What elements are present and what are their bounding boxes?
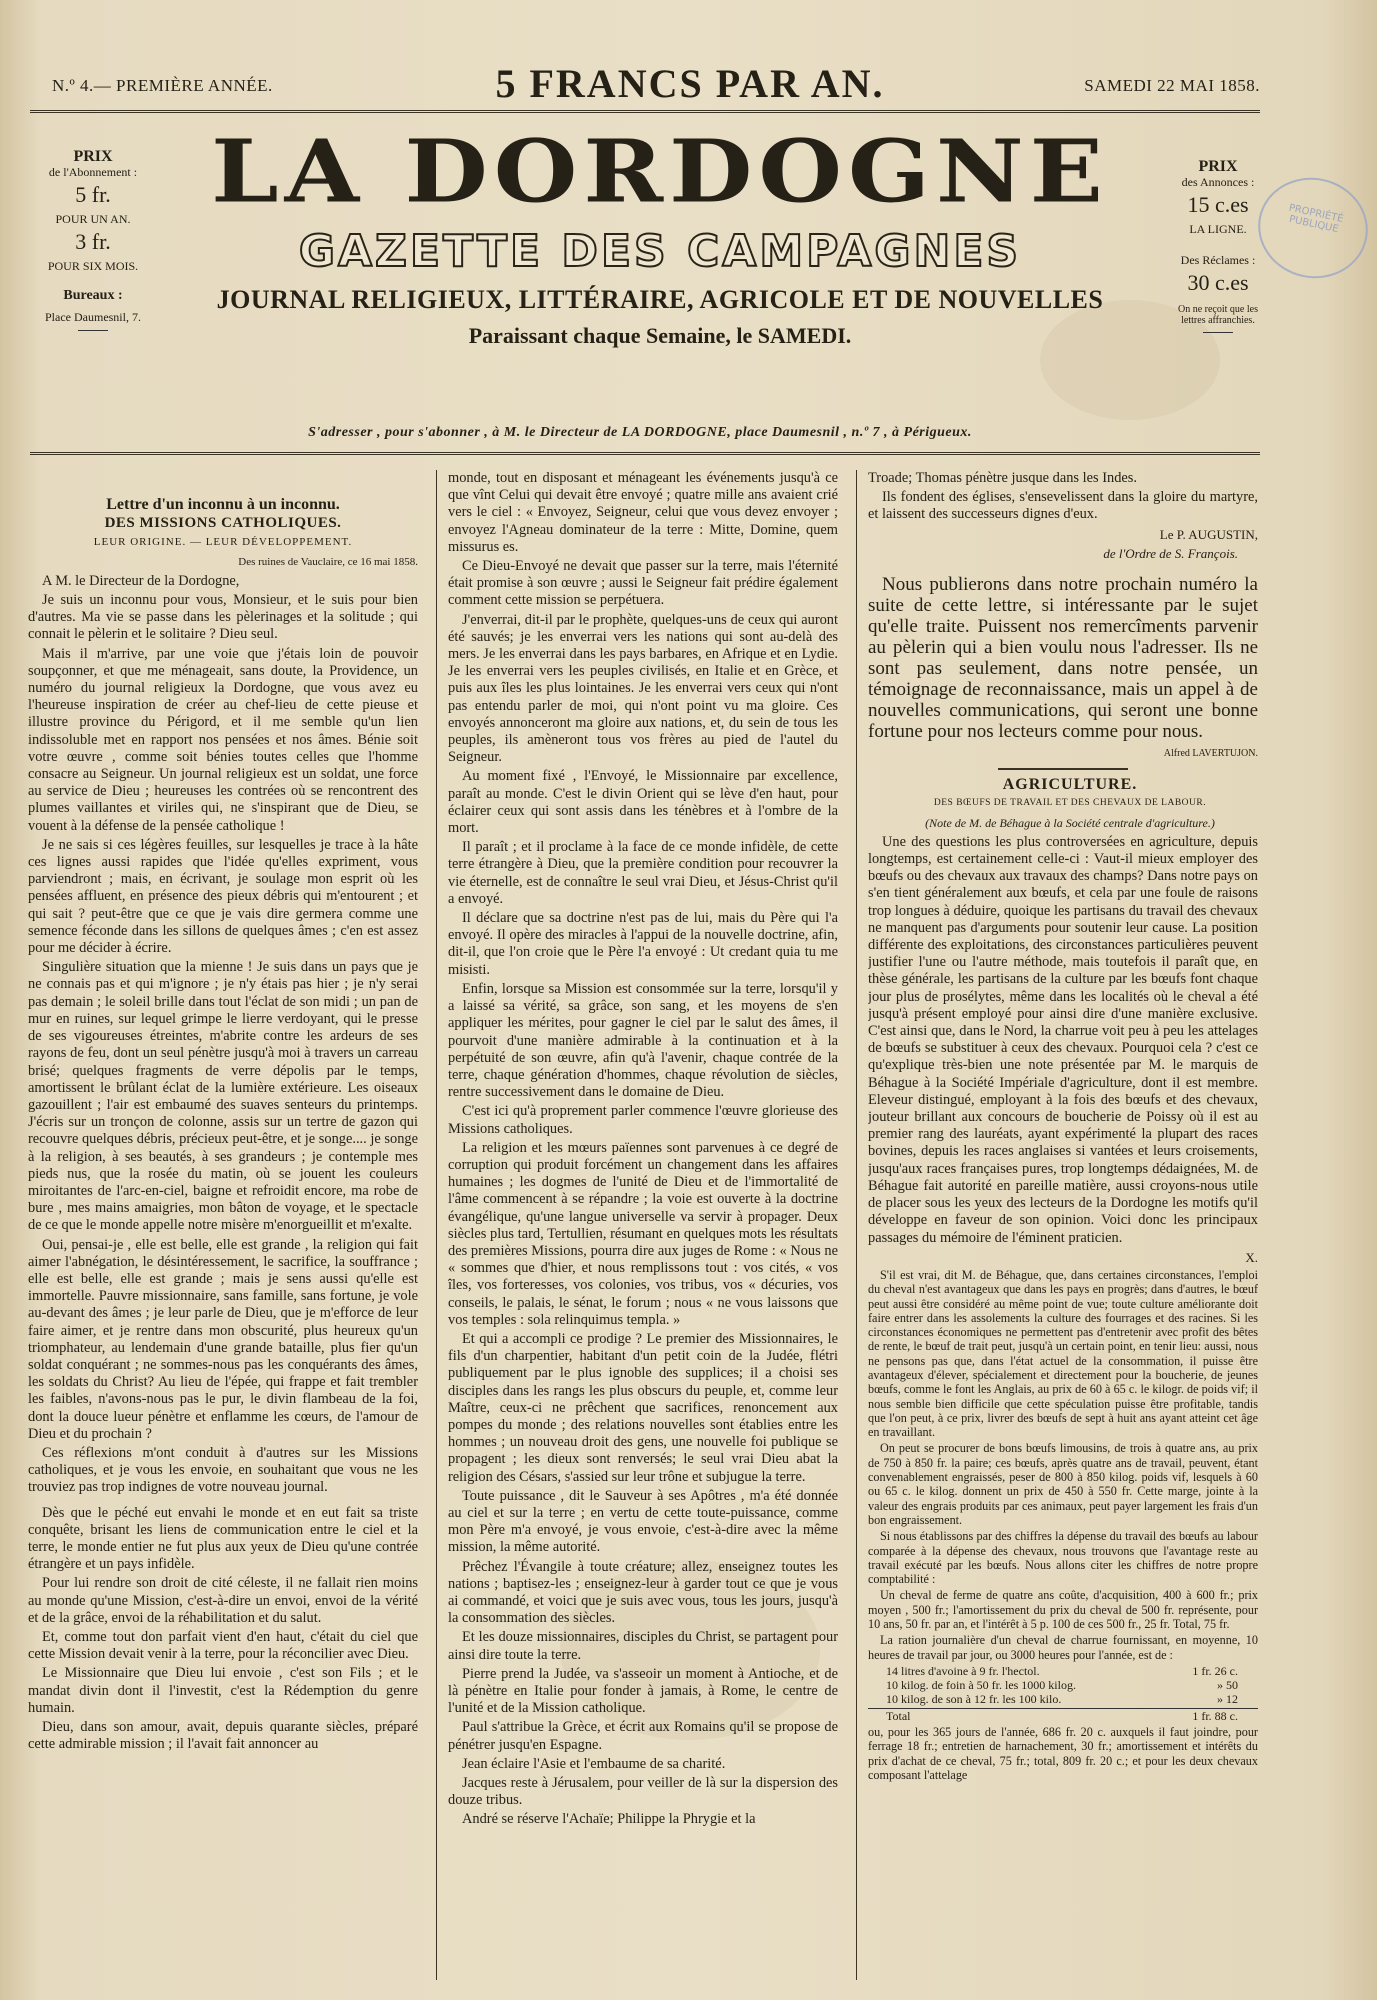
adverts-label: des Annonces : bbox=[1181, 174, 1255, 189]
letters-note: On ne reçoit que les lettres affranchies. bbox=[1178, 303, 1258, 326]
dateline: Des ruines de Vauclaire, ce 16 mai 1858. bbox=[238, 555, 418, 568]
paragraph: Toute puissance , dit le Sauveur à ses Apôtres , m'a été donnée au ciel et sur la terre ; en vertu de cette toute-puissance, comme mon Père m'a envoyé, je vous envoie, c'est-à-dire avec la même mission, la même autorité. bbox=[448, 1487, 838, 1556]
top-row bbox=[30, 60, 1260, 110]
bureaux-label: Bureaux : bbox=[63, 287, 123, 303]
ledger-total-label: Total bbox=[886, 1708, 911, 1723]
paragraph: Une des questions les plus controversées en agriculture, depuis longtemps, est certainement celle-ci : Vaut-il mieux employer des bœufs ou des chevaux aux travaux des champs? Dans notre pays on s'en tient généralement aux bœufs, et cela par une foule de raisons trop longues à déduire, quoique les partisans du travail des chevaux ne manquent pas d'arguments pour soutenir leur cause. La position différente des exploitations, des circonstances particulières peuvent justifier l'une ou l'autre méthode, mais toutefois il paraît que, en thèse générale, les partisans de la culture par les bœufs font chaque jour plus de prosélytes, même dans les localités où le cheval a été jusqu'à présent employé pour ainsi dire d'une manière exclusive. C'est ainsi que, dans le Nord, la charrue voit peu à peu les attelages de bœufs se substituer à ceux des chevaux. Pourquoi cela ? c'est ce qu'explique très-bien une note présentée par M. le marquis de Béhague à la Société Impériale d'agriculture, dont il est membre. Eleveur distingué, employant à la fois des bœufs et des chevaux, jouteur brillant aux concours de boucherie de Poissy où il est au premier rang des lauréats, ayant expérimenté la plupart des races bovines, depuis les races anglaises si vantées et leurs croisements, jusqu'aux races françaises pures, trop longtemps dédaignées, M. de Béhague fait autorité en pareille matière, aussi croyons-nous utile de placer sous les yeux des lecteurs de la Dordogne les motifs qu'il développe en faveur de son opinion. Voici donc les principaux passages du mémoire de l'éminent praticien. bbox=[868, 833, 1258, 1246]
article-title: DES MISSIONS CATHOLIQUES. bbox=[104, 515, 342, 532]
paragraph: J'enverrai, dit-il par le prophète, quelques-uns de ceux qui auront été sauvés; je les enverrai vers les nations qui sont au-delà des mers. Je les enverrai dans les pays barbares, en Afrique et en Lydie. Je les enverrai vers les peuples civilisés, en Italie et en Grèce, et puis aux îles les plus lointaines. Je les enverrai vers ceux qui n'ont pas entendu parler de moi, qui n'ont point vu ma gloire. Ces envoyés annonceront ma gloire aux nations, et, du sein de tous les peuples, ils amèneront tous vos frères au pied de l'autel du Seigneur. bbox=[448, 611, 838, 766]
paragraph: Oui, pensai-je , elle est belle, elle est grande , la religion qui fait aimer l'abnégation, le désintéressement, le sacrifice, la souffrance ; elle est belle, elle est grande ; mais je sens aussi qu'elle est immortelle. Pauvre missionnaire, sans famille, sans fortune, je vole au-devant des âmes ; je leur parle de Dieu, que je m'efforce de leur faire aimer, et je rentre dans mon obscurité, plus heureux qu'un triomphateur, au lendemain d'une grande bataille, plus fier qu'un soldat conquérant ; ne sommes-nous pas les conquérants des âmes, les soldats du Christ? Au lieu de l'épée, qui frappe et fait trembler les faibles, n'avons-nous pas le pur, le divin flambeau de la foi, dont la douce lueur pénètre et enflamme les cœurs, de l'amour de Dieu et du prochain ? bbox=[28, 1236, 418, 1442]
paragraph: S'il est vrai, dit M. de Béhague, que, dans certaines circonstances, l'emploi du cheval n'est avantageux que dans les pays en progrès; dans d'autres, le bœuf peut aussi être considéré au même point de vue; toute culture améliorante doit faire entrer dans les assolements la culture des fourrages et des racines. Si les circonstances économiques ne permettent pas d'entretenir avec profit des bêtes de rente, le bœuf de trait peut, jusqu'à un certain point, en tenir lieu: aussi, nous ne pensons pas que, dans l'état actuel de la consommation, il puisse être avantageux d'élever, spécialement et directement pour la boucherie, de jeunes bœufs, comme le font les Anglais, au prix de 60 à 65 c. le kilogr. de poids vif; il nous semble bien difficile que cette spéculation puisse être profitable, tandis que l'on peut, à ce prix, livrer des bœufs de sept à huit ans ayant atteint cet âge en travaillant. bbox=[868, 1267, 1258, 1440]
paragraph: Singulière situation que la mienne ! Je suis dans un pays que je ne connais pas et qui m'ignore ; je n'y étais pas hier ; je n'y serai pas demain ; le soleil brille dans tout l'éclat de son midi ; un pan de mur en ruines, sur lequel grimpe le lierre verdoyant, qui le presse de ses vigoureuses étreintes, m'abrite contre les ardeurs de ses rayons de feu, dont un seul pénètre jusqu'à moi à travers un carreau brisé; quelques fragments de verre dépolis par le temps, amortissent le brûlant éclat de la lumière extérieure. Les oiseaux gazouillent ; l'air est embaumé des suaves senteurs du printemps. J'écris sur un tronçon de colonne, assis sur un tertre de gazon qui recouvre quelques débris, précieux peut-être, et je songe.... je songe à la religion, à ses beautés, à ses grandeurs ; je contemple mes pieds nus, que la rosée du matin, où se jouent les couleurs miroitantes de l'arc-en-ciel, baigne et refroidit encore, ma robe de bure , mes mains amaigries, mon bâton de voyage, et le spectacle de ce que le monde appelle notre misère m'enorgueillit et m'exalte. bbox=[28, 959, 418, 1234]
paragraph: Prêchez l'Évangile à toute créature; allez, enseignez toutes les nations ; baptisez-les ; enseignez-leur à garder tout ce que je vous ai commandé, et voici que je suis avec vous, tous les jours, jusqu'à la consommation des siècles. bbox=[448, 1558, 838, 1627]
yearly-label: POUR UN AN. bbox=[55, 211, 131, 226]
paragraph: Si nous établissons par des chiffres la dépense du travail des bœufs au labour comparée à la dépense des chevaux, nous trouvons que l'avantage reste au travail exécuté par les bœufs. Nous allons citer les chiffres de notre propre comptabilité : bbox=[868, 1529, 1258, 1587]
editor-signature: Alfred LAVERTUJON. bbox=[1163, 748, 1258, 760]
line-price: 15 c.es bbox=[1187, 191, 1249, 217]
paragraph: Troade; Thomas pénètre jusque dans les Indes. bbox=[868, 470, 1137, 486]
ledger-row bbox=[868, 1678, 1258, 1692]
paragraph: monde, tout en disposant et ménageant les événements jusqu'à ce que vînt Celui qui devait être envoyé ; quatre mille ans avaient crié vers le ciel : « Envoyez, Seigneur, celui que vous devez envoyer ; envoyez l'Agneau dominateur de la terre : Mitte, Domine, quem missurus es. bbox=[448, 470, 838, 555]
publication-frequency: Paraissant chaque Semaine, le SAMEDI. bbox=[468, 323, 852, 348]
paragraph: Ils fondent des églises, s'ensevelissent dans la gloire du martyre, et laissent des successeurs dignes d'eux. bbox=[868, 489, 1258, 523]
paragraph: Enfin, lorsque sa Mission est consommée sur la terre, lorsqu'il y a laissé sa vérité, sa grâce, son sang, et les moyens de s'en appliquer les mérites, pour gagner le ciel par le salut des âmes, il pourvoit d'une manière admirable à la continuation et à la perpétuité de son œuvre, afin qu'à l'avenir, chaque contrée de la terre, chaque génération d'hommes, chaque révolution de siècles, rentre successivement dans le domaine de Dieu. bbox=[448, 980, 838, 1101]
paragraph: On peut se procurer de bons bœufs limousins, de trois à quatre ans, au prix de 750 à 850 fr. la paire; ces bœufs, après quatre ans de travail, peuvent, étant convenablement engraissés, peser de 800 à 850 kilog. poids vif, lesquels à 60 ou 65 c. le kilog. donnent un prix de 450 à 550 fr. Cette marge, jointe à la valeur des engrais produits par ces animaux, peut payer largement les frais d'un bon engraissement. bbox=[868, 1441, 1258, 1527]
reclames-label: Des Réclames : bbox=[1180, 253, 1256, 268]
paragraph: Je suis un inconnu pour vous, Monsieur, et le suis pour bien d'autres. Ma vie se passe dans les pèlerinages et la solitude ; qui connait le pèlerin et le solitaire ? Dieu seul. bbox=[28, 592, 418, 643]
section-divider bbox=[998, 768, 1128, 770]
signature-order: de l'Ordre de S. François. bbox=[1103, 545, 1238, 561]
salutation: A M. le Directeur de la Dordogne, bbox=[42, 572, 240, 589]
paragraph: Un cheval de ferme de quatre ans coûte, d'acquisition, 400 à 600 fr.; prix moyen , 500 fr.; l'amortissement du prix du cheval de 500 fr. représente, pour 10 ans, 50 fr. par an, et l'intérêt à 5 p. 100 de ces 500 fr., 25 fr. Total, 75 fr. bbox=[868, 1588, 1258, 1632]
issue-number: N.º 4.— PREMIÈRE ANNÉE. bbox=[52, 76, 273, 95]
paragraph: Jacques reste à Jérusalem, pour veiller de là sur la dispersion des douze tribus. bbox=[448, 1775, 838, 1809]
price-label: PRIX bbox=[73, 148, 113, 165]
subscription-label: de l'Abonnement : bbox=[48, 164, 138, 179]
paragraph: Et les douze missionnaires, disciples du Christ, se partagent pour ainsi dire toute la terre. bbox=[448, 1629, 838, 1663]
paragraph: Dès que le péché eut envahi le monde et en eut fait sa triste conquête, brisant les liens de communication entre le ciel et la terre, le monde entier ne fut plus aux yeux de Dieu qu'une contrée étrangère et un pays infidèle. bbox=[28, 1504, 418, 1573]
paragraph: Ces réflexions m'ont conduit à d'autres sur les Missions catholiques, et je vous les envoie, en souhaitant que vous ne les trouviez pas trop indignes de votre nouveau journal. bbox=[28, 1444, 418, 1496]
paragraph: Pierre prend la Judée, va s'asseoir un moment à Antioche, et de là pénètre en Italie pour fonder à jamais, à Rome, le centre de l'unité et de la Mission catholique. bbox=[448, 1665, 838, 1717]
article-columns bbox=[28, 470, 1258, 1990]
paragraph: Mais il m'arrive, par une voie que j'étais loin de pouvoir soupçonner, et que me ménageait, sans doute, la Providence, un numéro du journal religieux la Dordogne, que vous avez eu l'heureuse inspiration de créer au chef-lieu de cette pieuse et illustre province du Périgord, et il me semble qu'un lien indissoluble met en rapport nos pensées et nos âmes. Bénie soit votre œuvre , comme soit bénies toutes celles que l'homme consacre au Seigneur. Un journal religieux est un soldat, une force au service de Dieu ; heureuses les contrées où se rencontrent des plumes vaillantes et viriles qui, ne s'inspirant que de Dieu, se vouent à la défense de la pensée catholique ! bbox=[28, 645, 418, 834]
paragraph: La religion et les mœurs païennes sont parvenues à ce degré de corruption qui produit forcément un changement dans les affaires humaines ; les dogmes de l'unité de Dieu et de l'immortalité de l'âme commencent à se répandre ; la voie est ouverte à la doctrine évangélique, qu'une langue universelle va servir à propager. Deux siècles plus tard, Tertullien, résumant en quelques mots les résultats des premières Missions, pourra dire aux juges de Rome : « Nous ne « sommes que d'hier, et nous remplissons tout : vos cités, « vos îles, vos forteresses, vos colonies, vos tribus, vos « décuries, vos conseils, le palais, le sénat, le forum ; nous « ne vous laissons que vos temples : sola relinquimus templa. » bbox=[448, 1139, 838, 1328]
paragraph: C'est ici qu'à proprement parler commence l'œuvre glorieuse des Missions catholiques. bbox=[448, 1103, 838, 1137]
ledger-amount: 1 fr. 26 c. bbox=[1192, 1663, 1238, 1678]
ledger-row bbox=[868, 1692, 1258, 1706]
ledger-amount: » 12 bbox=[1217, 1691, 1238, 1706]
paragraph: Ce Dieu-Envoyé ne devait que passer sur la terre, mais l'éternité était promise à son œuvre ; aussi le Seigneur fait prédire également comment cette mission se perpétuera. bbox=[448, 558, 838, 609]
library-stamp: PROPRIÉTÉ PUBLIQUE bbox=[1249, 168, 1377, 289]
ledger-item: 10 kilog. de foin à 50 fr. les 1000 kilog. bbox=[886, 1677, 1076, 1692]
per-line-label: LA LIGNE. bbox=[1189, 221, 1247, 236]
paragraph: Jean éclaire l'Asie et l'embaume de sa charité. bbox=[462, 1755, 726, 1772]
divider bbox=[1203, 332, 1233, 333]
column-1 bbox=[28, 470, 418, 1980]
ledger-amount: » 50 bbox=[1217, 1677, 1238, 1692]
paragraph: La ration journalière d'un cheval de charrue fournissant, en moyenne, 10 heures de travail par jour, ou 3000 heures pour l'année, est de : bbox=[868, 1633, 1258, 1662]
article-subtitle: LEUR ORIGINE. — LEUR DÉVELOPPEMENT. bbox=[93, 536, 353, 549]
section-subtitle: DES BŒUFS DE TRAVAIL ET DES CHEVAUX DE LABOUR. bbox=[933, 798, 1207, 809]
ledger-total: 1 fr. 88 c. bbox=[1192, 1708, 1238, 1723]
paragraph: Paul s'attribue la Grèce, et écrit aux Romains qu'il se propose de pénétrer jusqu'en Espagne. bbox=[448, 1719, 838, 1753]
column-2 bbox=[448, 470, 838, 1980]
header-bottom-rule bbox=[30, 452, 1260, 455]
letter-heading: Lettre d'un inconnu à un inconnu. bbox=[106, 496, 340, 513]
column-3 bbox=[868, 470, 1258, 1980]
paragraph: Le Missionnaire que Dieu lui envoie , c'est son Fils ; et le mandat divin dont il l'investit, c'est la Rédemption du genre humain. bbox=[28, 1665, 418, 1716]
paragraph: Il déclare que sa doctrine n'est pas de lui, mais du Père qui l'a envoyé. Il opère des miracles à l'appui de la nouvelle doctrine, afin, dit-il, que l'on croie que le Père l'a envoyé : Ut credant quia tu me misisti. bbox=[448, 910, 838, 978]
column-separator bbox=[856, 470, 857, 1980]
paragraph: Pour lui rendre son droit de cité céleste, il ne fallait rien moins au monde qu'une Mission, c'est-à-dire un envoi, envoi de la vérité et de la grâce, envoi de la réhabilitation et du salut. bbox=[28, 1575, 418, 1626]
subscription-price-box bbox=[28, 148, 158, 337]
editor-note: Nous publierons dans notre prochain numéro la suite de cette lettre, si intéressante par le sujet qu'elle traite. Puissent nos remercîments parvenir au pèlerin qui a bien voulu nous l'adresser. Ils ne sont pas seulement, dans notre pensée, un témoignage de reconnaissance, mais un appel à de nouvelles communications, qui seront une bonne fortune pour nos lecteurs comme pour nous. bbox=[868, 574, 1258, 743]
bureaux-address: Place Daumesnil, 7. bbox=[45, 309, 141, 324]
paragraph: Et qui a accompli ce prodige ? Le premier des Missionnaires, le fils d'un charpentier, habitant d'un petit coin de la Judée, flétri publiquement par le plus ignoble des supplices; il a choisi ses disciples dans les rangs les plus obscurs du peuple, et, comme leur Maître, ceux-ci ne prêchent que sacrifices, renoncement aux pompes du monde ; des relations nouvelles sont établies entre les hommes ; un nouveau droit des gens, une nouvelle foi publique se propagent ; les dieux sont renversés; le seul vrai Dieu abat la religion des Césars, s'assied sur leur trône et subjugue la terre. bbox=[448, 1330, 838, 1485]
small-print-block bbox=[868, 1268, 1258, 1782]
newspaper-title: LA DORDOGNE bbox=[211, 120, 1109, 223]
yearly-price: 5 fr. bbox=[75, 181, 111, 207]
ledger-item: 10 kilog. de son à 12 fr. les 100 kilo. bbox=[886, 1691, 1062, 1706]
section-signature: X. bbox=[1245, 1249, 1258, 1265]
paragraph: ou, pour les 365 jours de l'année, 686 fr. 20 c. auxquels il faut joindre, pour ferrage 18 fr.; entretien de harnachement, 30 fr.; amortissement et intérêts du prix d'achat de ce cheval, 75 fr.; total, 809 fr. 20 c.; et pour les deux chevaux composant l'attelage bbox=[868, 1724, 1258, 1782]
price-label: PRIX bbox=[1198, 158, 1238, 175]
reclame-price: 30 c.es bbox=[1187, 270, 1249, 296]
half-year-label: POUR SIX MOIS. bbox=[47, 259, 139, 274]
paragraph: Il paraît ; et il proclame à la face de ce monde infidèle, de cette terre étrangère à Dieu, que la première condition pour recouvrer la vie éternelle, est de connaître le seul vrai Dieu, et Jésus-Christ qu'il a envoyé. bbox=[448, 839, 838, 907]
section-note: (Note de M. de Béhague à la Société centrale d'agriculture.) bbox=[925, 815, 1215, 830]
newspaper-subtitle: GAZETTE DES CAMPAGNES bbox=[298, 226, 1022, 277]
paragraph: André se réserve l'Achaïe; Philippe la Phrygie et la bbox=[462, 1811, 756, 1828]
advert-price-box bbox=[1168, 158, 1268, 339]
cost-ledger bbox=[868, 1664, 1258, 1723]
paragraph: Je ne sais si ces légères feuilles, sur lesquelles je trace à la hâte ces lignes aussi rapides que l'idée qu'elles expriment, vous parviendront ; mais, en écrivant, je soulage mon esprit où les pensées affluent, en présence des pieux débris qui m'entourent ; et qui sait ? peut-être que ce que je vais dire germera comme une semence féconde dans les sillons de quelques âmes ; c'en est assez pour me décider à écrire. bbox=[28, 836, 418, 957]
issue-date: SAMEDI 22 MAI 1858. bbox=[1084, 76, 1260, 95]
paragraph: Dieu, dans son amour, avait, depuis quarante siècles, préparé cette admirable mission ; il l'avait fait annoncer au bbox=[28, 1719, 418, 1753]
half-year-price: 3 fr. bbox=[75, 229, 111, 255]
top-double-rule bbox=[30, 110, 1260, 113]
price-banner: 5 FRANCS PAR AN. bbox=[495, 61, 885, 106]
column-separator bbox=[436, 470, 437, 1980]
ledger-row bbox=[868, 1664, 1258, 1678]
subscription-address: S'adresser , pour s'abonner , à M. le Directeur de LA DORDOGNE, place Daumesnil , n.º 7 , à Périgueux. bbox=[308, 425, 972, 440]
masthead bbox=[160, 120, 1160, 349]
ledger-total-row bbox=[868, 1708, 1258, 1723]
section-title: AGRICULTURE. bbox=[1002, 776, 1138, 794]
divider bbox=[78, 330, 108, 331]
signature: Le P. AUGUSTIN, bbox=[1159, 526, 1258, 542]
ledger-item: 14 litres d'avoine à 9 fr. l'hectol. bbox=[886, 1663, 1040, 1678]
paragraph: Et, comme tout don parfait vient d'en haut, c'était du ciel que cette Mission devait venir à la terre, pour la réconcilier avec Dieu. bbox=[28, 1629, 418, 1663]
newspaper-kicker: JOURNAL RELIGIEUX, LITTÉRAIRE, AGRICOLE ET DE NOUVELLES bbox=[216, 285, 1104, 314]
paragraph: Au moment fixé , l'Envoyé, le Missionnaire par excellence, paraît au monde. C'est le divin Orient qui se lève d'en haut, pour éclairer ceux qui sont assis dans les ténèbres et à l'ombre de la mort. bbox=[448, 768, 838, 837]
